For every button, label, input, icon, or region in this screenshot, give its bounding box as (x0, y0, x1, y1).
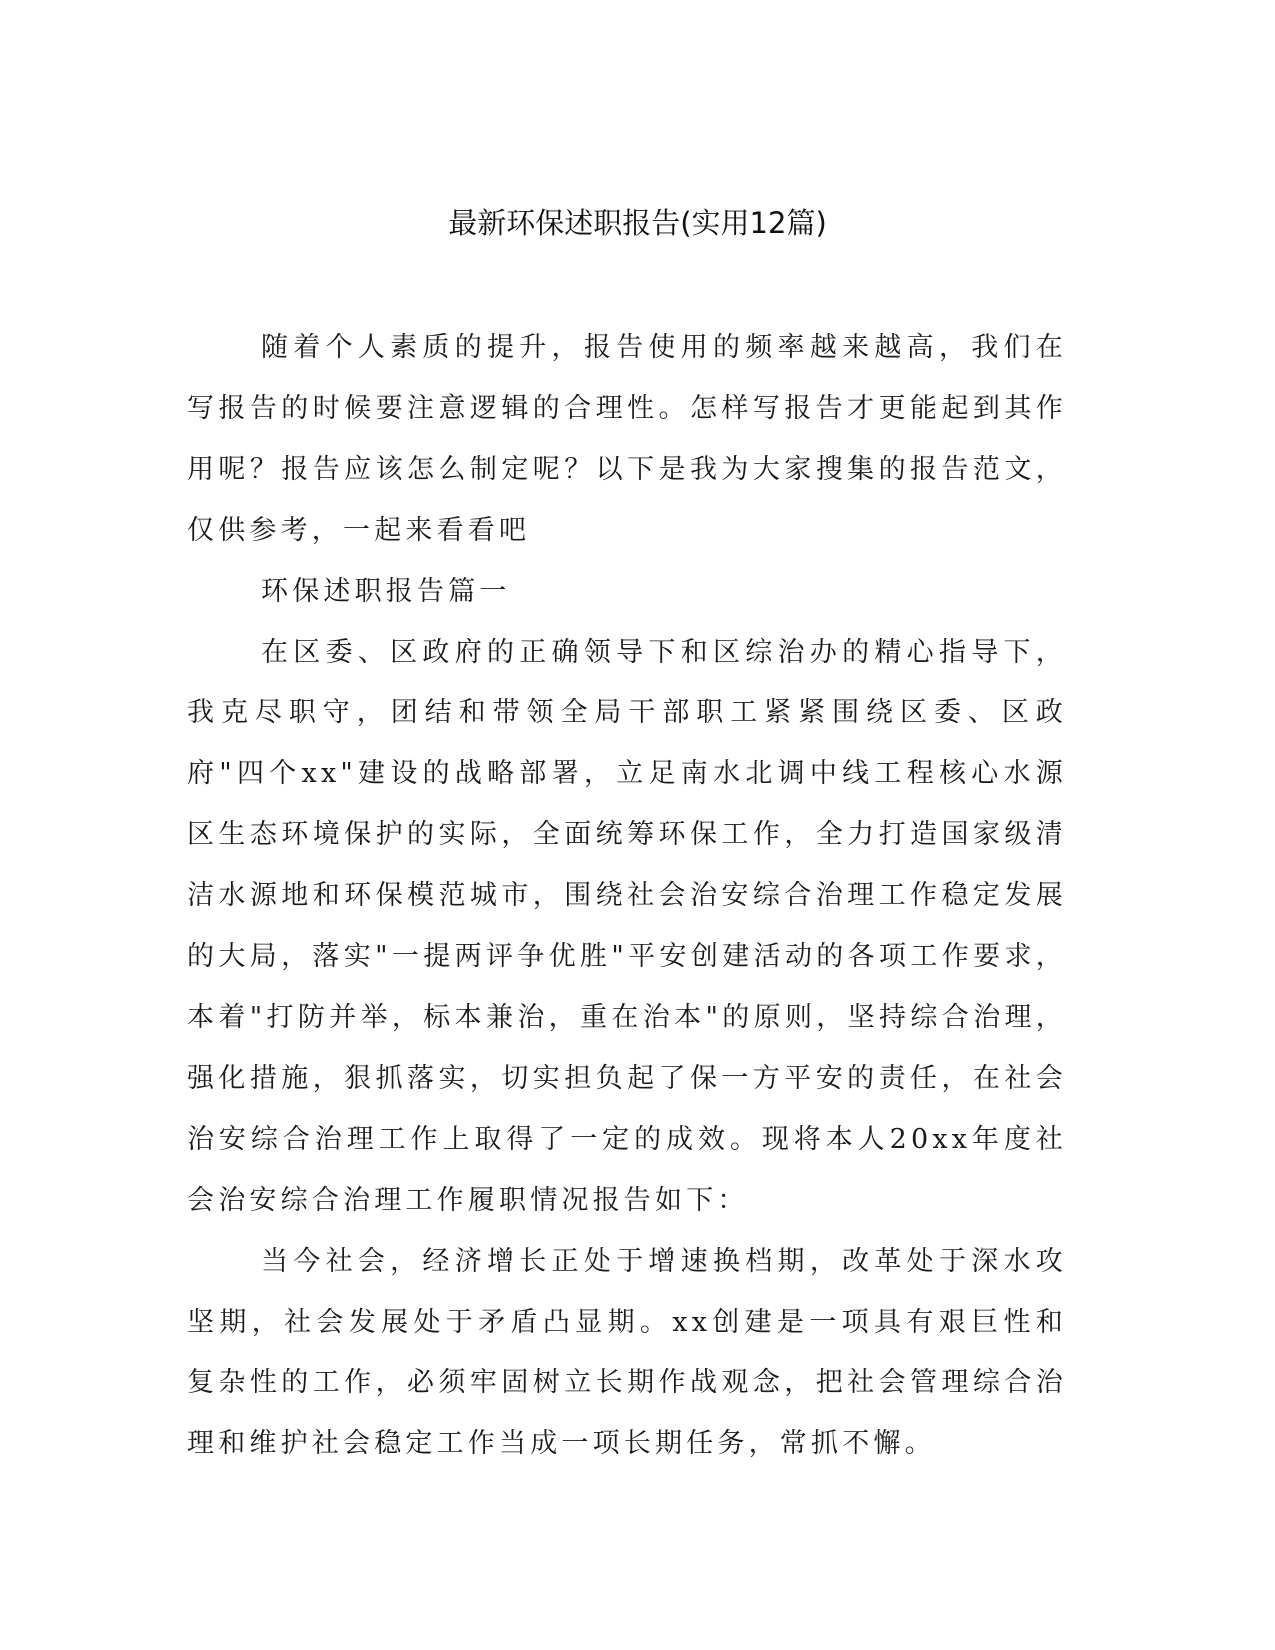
document-body (187, 318, 1067, 1475)
body-paragraph: 在区委、区政府的正确领导下和区综治办的精心指导下，我克尽职守，团结和带领全局干部职工紧紧围绕区委、区政府"四个xx"建设的战略部署，立足南水北调中线工程核心水源区生态环境保护的实际，全面统筹环保工作，全力打造国家级清洁水源地和环保模范城市，围绕社会治安综合治理工作稳定发展的大局，落实"一提两评争优胜"平安创建活动的各项工作要求，本着"打防并举，标本兼治，重在治本"的原则，坚持综合治理，强化措施，狠抓落实，切实担负起了保一方平安的责任，在社会治安综合治理工作上取得了一定的成效。现将本人20xx年度社会治安综合治理工作履职情况报告如下： (187, 636, 1067, 1216)
section-heading: 环保述职报告篇一 (261, 575, 511, 607)
document-title: 最新环保述职报告(实用12篇) (448, 206, 827, 240)
intro-paragraph: 随着个人素质的提升，报告使用的频率越来越高，我们在写报告的时候要注意逻辑的合理性。怎样写报告才更能起到其作用呢？报告应该怎么制定呢？以下是我为大家搜集的报告范文，仅供参考，一起来看看吧 (187, 332, 1067, 546)
body-paragraph: 当今社会，经济增长正处于增速换档期，改革处于深水攻坚期，社会发展处于矛盾凸显期。xx创建是一项具有艰巨性和复杂性的工作，必须牢固树立长期作战观念，把社会管理综合治理和维护社会稳定工作当成一项长期任务，常抓不懈。 (187, 1245, 1067, 1460)
